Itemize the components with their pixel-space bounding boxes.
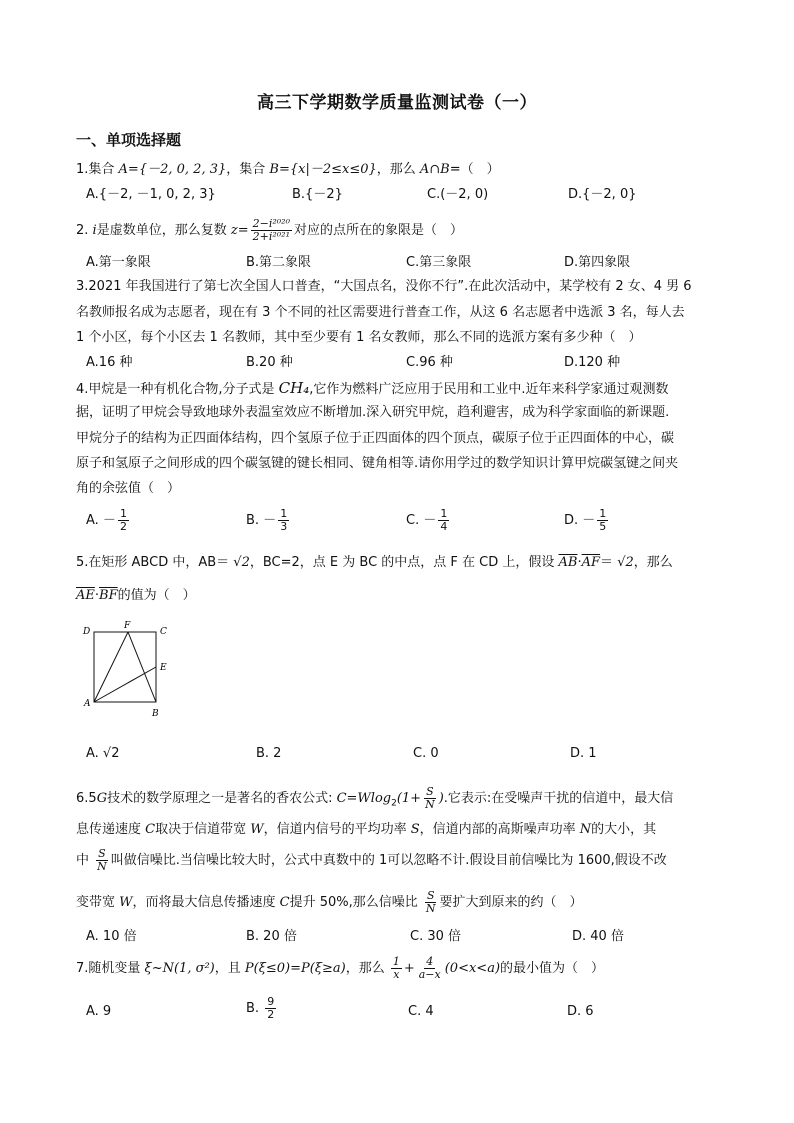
segment-af [94,632,128,702]
q1-expr: A∩B [419,162,450,177]
q4-text: ,它作为燃料广泛应用于民用和工业中.近年来科学家通过观测数 [309,382,669,397]
rectangle-abcd [94,632,156,702]
q3-line-2: 名教师报名成为志愿者，现在有 3 个不同的社区需要进行普查工作，从这 6 名志愿者中选派 3 名，每人去 [76,305,685,320]
q5-dot: · [577,555,582,570]
q4-option-fraction [597,508,608,533]
label-a: A [84,699,91,709]
q7-distribution: ξ~N(1, σ²) [144,961,215,976]
q7-num: 1 [392,955,400,968]
q6-w: W [250,822,264,837]
q1-option-d[interactable]: D.{－2, 0} [568,187,637,202]
q6-c: C [279,895,290,910]
q6-w: W [119,895,133,910]
q2-z: z= [230,223,249,238]
q6-text: 变带宽 [76,895,120,910]
q5-sqrt2: √2 [617,555,634,570]
q7-option-a[interactable]: A. 9 [86,1004,112,1019]
q6-s: S [426,785,434,798]
q7-fraction-2 [417,956,443,981]
q1-set-a: A={－2, 0, 2, 3} [118,162,227,177]
q6-c: C [145,822,156,837]
q3-option-d[interactable]: D.120 种 [564,355,621,370]
q7-text: ，且 [214,961,245,976]
q6-text: ，信道内信号的平均功率 [263,822,411,837]
q6-snr-fraction [423,786,437,811]
q1-text: ，集合 [226,162,270,177]
q4-option-num: 1 [280,507,288,520]
q2-numerator: 2−i²⁰²⁰ [252,217,290,230]
q6-option-b[interactable]: B. 20 倍 [246,929,297,944]
q4-option-num: 1 [599,507,607,520]
q1-text: ，那么 [376,162,420,177]
q6-text: 叫做信噪比.当信噪比较大时，公式中真数中的 1可以忽略不计.假设目前信噪比为 1600,假设不改 [110,853,667,868]
q2-fraction [251,218,292,243]
q3-option-a[interactable]: A.16 种 [86,355,133,370]
q4-option-d[interactable] [564,508,610,533]
q2-text: 是虚数单位，那么复数 [96,223,231,238]
label-f: F [124,621,131,631]
q4-line-4: 原子和氢原子之间形成的四个碳氢键的键长相同、键角相等.请你用学过的数学知识计算甲烷碳氢键之间夹 [76,456,679,471]
q3-line-3: 1 个小区，每个小区去 1 名教师，其中至少要有 1 名女教师，那么不同的选派方案有多少种（ ） [76,330,642,345]
q6-formula: (1+ [396,791,422,806]
q6-log-base: 2 [391,798,397,809]
q4-option-fraction [118,508,129,533]
q6-formula: ) [438,791,444,806]
q7-stem [76,956,604,982]
q3-option-b[interactable]: B.20 种 [246,355,293,370]
q7-num: 4 [426,955,434,968]
q4-option-den: 2 [119,520,127,533]
q5-vector-ab: $\overline{AB}$ [558,555,578,570]
q2-option-a[interactable]: A.第一象限 [86,255,151,270]
q1-set-b: B={x|－2≤x≤0} [269,162,377,177]
q4-line-1 [76,379,669,399]
q7-option-d[interactable]: D. 6 [567,1004,594,1019]
q7-text: ，那么 [345,961,389,976]
q2-denominator: 2+i²⁰²¹ [252,230,290,243]
q5-text: 5.在矩形 ABCD 中，AB＝ [76,555,234,570]
q4-option-num: 1 [440,507,448,520]
q7-option-fraction [265,996,276,1021]
q6-option-a[interactable]: A. 10 倍 [86,929,137,944]
q5-vector-af: $\overline{AF}$ [581,555,601,570]
rectangle-figure [80,620,175,722]
q6-text: 6.5 [76,791,97,806]
q6-text: 中 [76,853,94,868]
q6-text: ，而将最大信息传播速度 [132,895,280,910]
q4-option-label: B. － [246,513,277,528]
q6-g: G [96,791,108,806]
q4-option-den: 3 [280,520,288,533]
q4-option-a[interactable] [86,508,131,533]
section-heading: 一、单项选择题 [76,131,182,149]
q7-text: 的最小值为（ ） [500,961,605,976]
label-c: C [160,627,167,637]
label-b: B [152,709,159,719]
q5-text: 的值为（ ） [117,588,196,603]
q6-line-3 [76,848,667,874]
q4-option-label: C. － [406,513,437,528]
q5-sqrt2: √2 [233,555,250,570]
q1-option-b[interactable]: B.{－2} [292,187,343,202]
q5-text: ，BC=2，点 E 为 BC 的中点，点 F 在 CD 上，假设 [249,555,559,570]
q7-option-b[interactable] [246,996,278,1021]
q7-fraction-1 [391,956,402,981]
q6-snr-fraction [424,890,438,915]
q5-line-1 [76,554,673,572]
q1-text: =（ ） [449,162,500,177]
question-2-stem [76,218,463,244]
q4-option-b[interactable] [246,508,291,533]
q5-option-b[interactable]: B. 2 [256,746,282,761]
q7-den: x [393,968,400,981]
label-d: D [83,627,91,637]
q4-option-num: 1 [119,507,127,520]
q5-text: ，那么 [633,555,673,570]
q4-option-fraction [438,508,449,533]
q6-text: 技术的数学原理之一是著名的香农公式: [107,791,337,806]
q6-text: ，信道内部的高斯噪声功率 [419,822,580,837]
q7-den: a−x [418,968,441,981]
q6-text: 要扩大到原来的约（ ） [439,895,583,910]
q6-s: S [98,847,106,860]
q5-option-c[interactable]: C. 0 [413,746,439,761]
q6-text: 取决于信道带宽 [155,822,251,837]
q6-option-c[interactable]: C. 30 倍 [410,929,462,944]
q6-text: .它表示:在受噪声干扰的信道中，最大信 [443,791,674,806]
q6-snr-fraction [95,848,109,873]
q4-option-fraction [278,508,289,533]
q5-text: ＝ [600,555,618,570]
q4-option-den: 5 [599,520,607,533]
q4-option-c[interactable] [406,508,451,533]
q6-line-4 [76,890,583,916]
q7-text: 7.随机变量 [76,961,145,976]
q6-n: N [97,860,107,873]
segment-bf [128,632,156,702]
q6-n: N [425,798,435,811]
q5-line-2 [76,587,196,605]
q5-option-a[interactable]: A. √2 [86,746,120,761]
q7-option-num: 9 [267,995,275,1008]
q5-option-d[interactable]: D. 1 [570,746,597,761]
q2-text: 2. [76,223,93,238]
q5-vector-ae: $\overline{AE}$ [76,588,95,603]
q6-formula: C=Wlog [336,791,392,806]
page-title: 高三下学期数学质量监测试卷（一） [257,93,537,113]
q2-i: i [92,223,97,238]
q6-line-2 [76,821,656,839]
q4-line-3: 甲烷分子的结构为正四面体结构，四个氢原子位于正四面体的四个顶点，碳原子位于正四面体的中心，碳 [76,431,675,446]
q7-plus: + [403,961,415,976]
q4-text: 4.甲烷是一种有机化合物,分子式是 [76,382,279,397]
q6-text: 的大小，其 [591,822,657,837]
q7-option-label: B. [246,1001,264,1016]
segment-ae [94,667,156,702]
q5-dot: · [94,588,100,603]
q6-line-1 [76,786,673,817]
q1-option-c[interactable]: C.(－2, 0) [427,187,489,202]
q6-text: 提升 50%,那么信噪比 [289,895,422,910]
q1-text: 1.集合 [76,162,119,177]
q6-n: N [425,902,436,915]
q7-option-den: 2 [267,1008,275,1021]
q6-s: S [426,889,435,902]
q6-option-d[interactable]: D. 40 倍 [572,929,624,944]
q6-s: S [410,822,420,837]
question-1-stem [76,161,500,179]
q4-line-5: 角的余弦值（ ） [76,481,181,496]
q4-option-label: D. － [564,513,596,528]
q2-option-d[interactable]: D.第四象限 [564,255,631,270]
q4-option-den: 4 [440,520,448,533]
label-e: E [160,663,167,673]
q4-formula: CH₄ [278,379,310,397]
q3-line-1: 3.2021 年我国进行了第七次全国人口普查，“大国点名，没你不行”.在此次活动中，某学校有 2 女、4 男 6 [76,279,692,294]
q7-probability: P(ξ≤0)=P(ξ≥a) [244,961,346,976]
q6-n: N [579,822,592,837]
q6-text: 息传递速度 [76,822,146,837]
q5-vector-bf: $\overline{BF}$ [99,588,118,603]
q4-line-2: 据，证明了甲烷会导致地球外表温室效应不断增加.深入研究甲烷，趋利避害，成为科学家面临的新课题. [76,405,670,420]
q1-option-a[interactable]: A.{－2, －1, 0, 2, 3} [86,187,216,202]
q4-option-label: A. － [86,513,116,528]
q2-option-b[interactable]: B.第二象限 [246,255,312,270]
q7-condition: (0<x<a) [444,961,501,976]
q7-option-c[interactable]: C. 4 [408,1004,434,1019]
q3-option-c[interactable]: C.96 种 [406,355,453,370]
q2-option-c[interactable]: C.第三象限 [406,255,472,270]
q2-text: 对应的点所在的象限是（ ） [293,223,463,238]
